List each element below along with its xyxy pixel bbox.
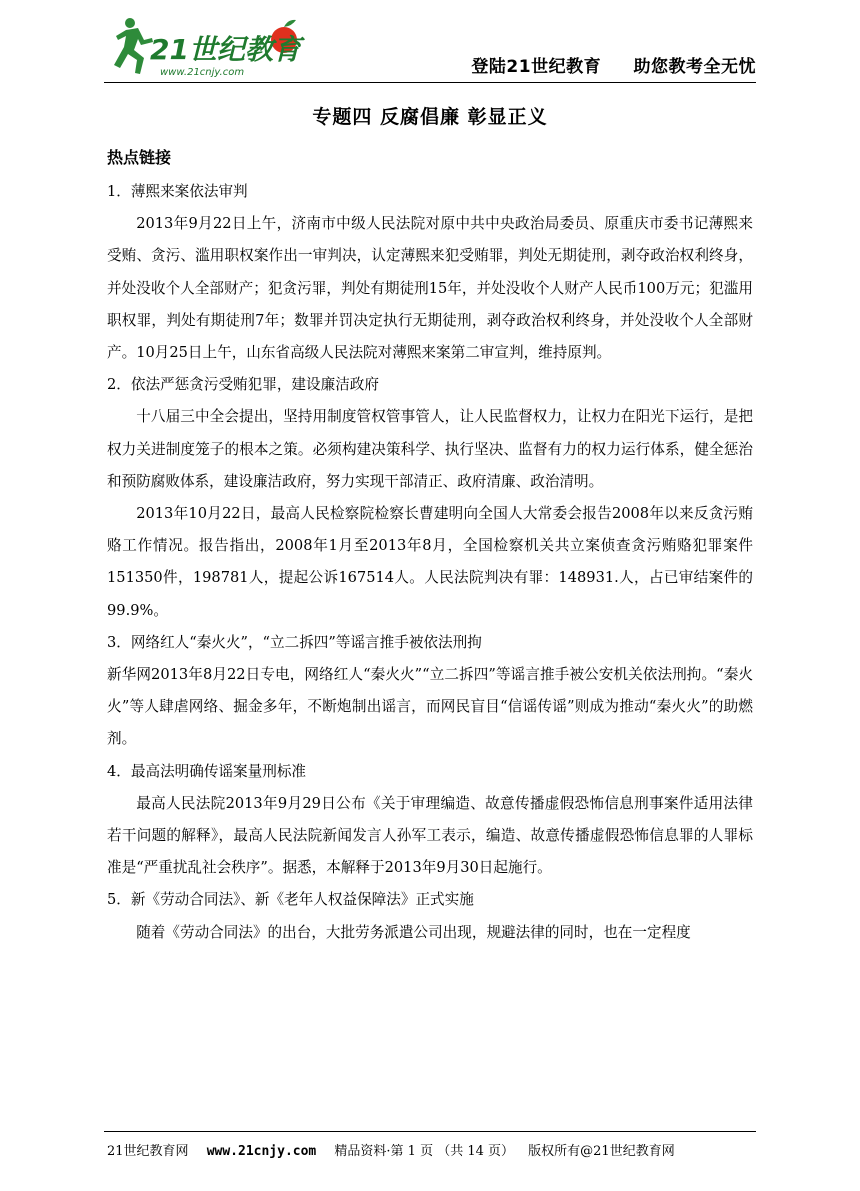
paragraph: 2013年10月22日，最高人民检察院检察长曹建明向全国人大常委会报告2008年以来反贪污贿赂工作情况。报告指出，2008年1月至2013年8月，全国检察机关共立案侦查贪污贿赂犯罪案件151350件，198781人，提起公诉167514人。人民法院判决有罪：148931.人，占已审结案件的99.9%。: [107, 505, 753, 619]
slogan-right: 助您教考全无忧: [633, 57, 756, 77]
footer-divider: [104, 1131, 756, 1132]
page-footer: [107, 1140, 675, 1159]
logo-url: www.21cnjy.com: [160, 67, 245, 78]
footer-left: 21世纪教育网: [107, 1144, 189, 1159]
list-item: 3．网络红人“秦火火”，“立二拆四”等谣言推手被依法刑拘: [107, 633, 482, 651]
footer-page-info: 精品资料·第 1 页 （共 14 页）: [334, 1144, 515, 1159]
document-body: [107, 146, 753, 949]
section-heading: 热点链接: [107, 148, 172, 167]
header-slogan: [471, 52, 756, 77]
list-item: 2．依法严惩贪污受贿犯罪，建设廉洁政府: [107, 376, 379, 394]
paragraph: 新华网2013年8月22日专电，网络红人“秦火火”“立二拆四”等谣言推手被公安机关依法刑拘。“秦火火”等人肆虐网络、掘金多年，不断炮制出谣言，而网民盲目“信谣传谣”则成为推动“秦火火”的助燃剂。: [107, 666, 753, 748]
footer-rights: 版权所有@21世纪教育网: [528, 1144, 675, 1159]
logo-text: 21世纪教育: [150, 33, 301, 66]
runner-icon: [114, 18, 153, 74]
page-title: 专题四 反腐倡廉 彰显正义: [312, 106, 548, 128]
site-logo: [108, 14, 308, 82]
paragraph: 2013年9月22日上午，济南市中级人民法院对原中共中央政治局委员、原重庆市委书记薄熙来受贿、贪污、滥用职权案作出一审判决，认定薄熙来犯受贿罪，判处无期徒刑，剥夺政治权利终身，并处没收个人全部财产；犯贪污罪，判处有期徒刑15年，并处没收个人财产人民币100万元；犯滥用职权罪，判处有期徒刑7年；数罪并罚决定执行无期徒刑，剥夺政治权利终身，并处没收个人全部财产。10月25日上午，山东省高级人民法院对薄熙来案第二审宣判，维持原判。: [107, 215, 753, 362]
paragraph: 十八届三中全会提出，坚持用制度管权管事管人，让人民监督权力，让权力在阳光下运行，是把权力关进制度笼子的根本之策。必须构建决策科学、执行坚决、监督有力的权力运行体系，健全惩治和预防腐败体系，建设廉洁政府，努力实现干部清正、政府清廉、政治清明。: [107, 408, 753, 490]
paragraph: 最高人民法院2013年9月29日公布《关于审理编造、故意传播虚假恐怖信息刑事案件适用法律若干问题的解释》，最高人民法院新闻发言人孙军工表示，编造、故意传播虚假恐怖信息罪的人罪标准是“严重扰乱社会秩序”。据悉，本解释于2013年9月30日起施行。: [107, 794, 753, 877]
list-item: 1．薄熙来案依法审判: [107, 183, 248, 200]
list-item: 4．最高法明确传谣案量刑标准: [107, 762, 307, 780]
footer-site-link[interactable]: www.21cnjy.com: [206, 1144, 317, 1159]
slogan-left: 登陆21世纪教育: [471, 57, 602, 77]
header-divider: [104, 82, 756, 83]
paragraph: 随着《劳动合同法》的出台，大批劳务派遣公司出现，规避法律的同时，也在一定程度: [136, 923, 691, 941]
list-item: 5．新《劳动合同法》、新《老年人权益保障法》正式实施: [107, 891, 474, 909]
